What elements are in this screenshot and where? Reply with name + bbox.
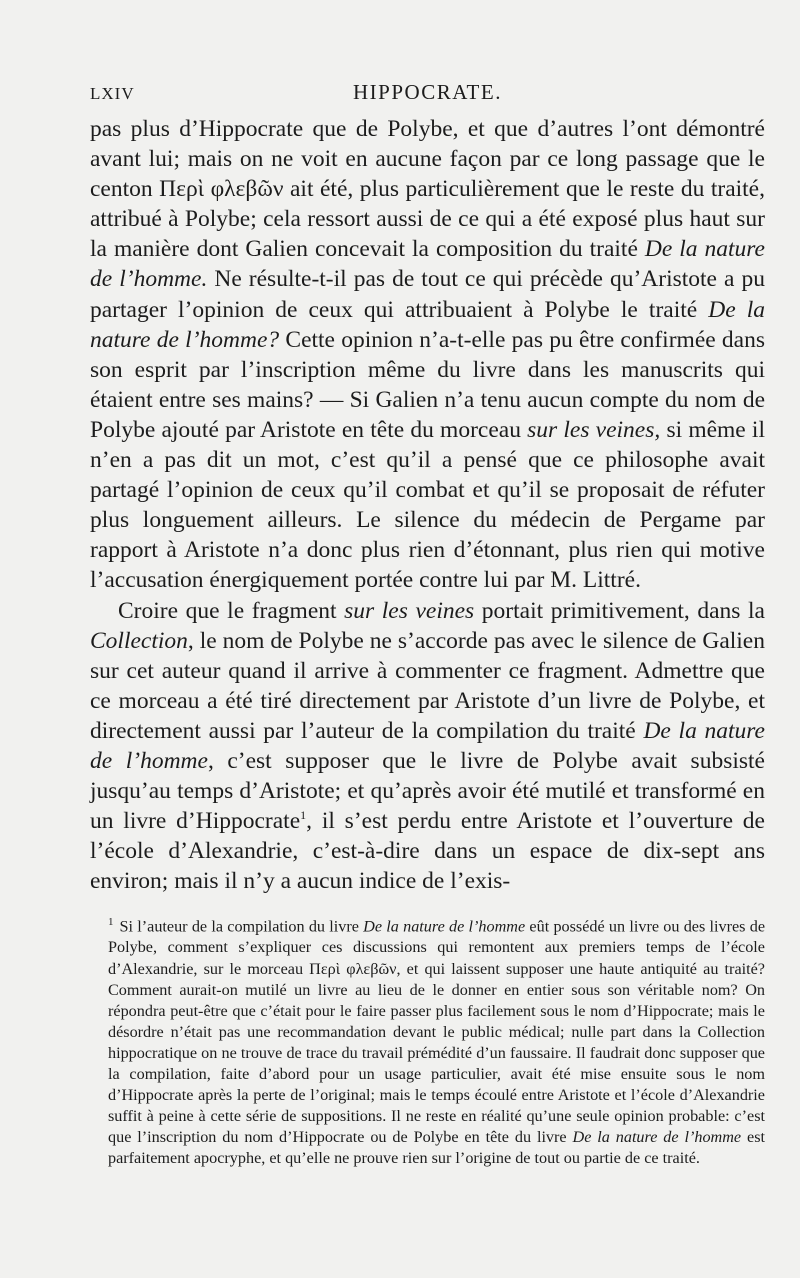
italic-title: De la nature de l’homme bbox=[363, 917, 526, 936]
page-header bbox=[90, 80, 765, 110]
paragraph-2: Croire que le fragment sur les veines portait primitivement, dans la Collection, le nom de Polybe ne s’accorde pas avec le silence de Galien sur cet auteur quand il arrive à commenter ce fragment. Admettre que ce morceau a été tiré directement par Aristote d’un livre de Polybe, et directement aussi par l’auteur de la compilation du traité De la nature de l’homme, c’est supposer que le livre de Polybe avait subsisté jusqu’au temps d’Aristote; et qu’après avoir été mutilé et transformé en un livre d’Hippocrate$^1$, il s’est perdu entre Aristote et l’ouverture de l’école d’Alexandrie, c’est-à-dire dans un espace de dix-sept ans environ; mais il n’y a aucun indice de l’exis- bbox=[90, 597, 765, 895]
running-title: HIPPOCRATE. bbox=[353, 80, 502, 104]
footnote-reference: 1 bbox=[300, 808, 307, 823]
footnote-text: $^1$ Si l’auteur de la compilation du livre De la nature de l’homme eût possédé un livre ou des livres de Polybe, comment s’expliquer ces discussions qui remontent aux premiers temps de l’école d’Alexandrie, sur le morceau Περὶ φλεβῶν, et qui laissent supposer une haute antiquité au traité? Comment aurait-on mutilé un livre au lieu de le donner en entier sous son véritable nom? On répondra peut-être que c’était pour le faire passer plus facilement sous le nom d’Hippocrate; mais le désordre n’était pas une recommandation devant le public médical; nulle part dans la Collection hippocratique on ne trouve de trace du travail prémédité d’un faussaire. Il faudrait donc supposer que la compilation, faite d’abord pour un usage particulier, avait été mise ensuite sous le nom d’Hippocrate après la perte de l’original; mais le temps écoulé entre Aristote et l’école d’Alexandrie suffit à peine à cette série de suppositions. Il ne reste en réalité qu’une seule opinion probable: c’est que l’inscription du nom d’Hippocrate ou de Polybe en tête du livre De la nature de l’homme est parfaitement apocryphe, et qu’elle ne prouve rien sur l’origine de tout ou partie de ce traité. bbox=[108, 916, 765, 1168]
italic-title: sur les veines bbox=[344, 597, 475, 624]
italic-title: Collection bbox=[90, 627, 188, 654]
footnote bbox=[108, 912, 765, 1170]
main-text bbox=[90, 114, 765, 896]
italic-title: De la nature de l’homme. bbox=[90, 236, 765, 293]
page-number: LXIV bbox=[90, 84, 135, 103]
italic-title: De la nature de l’homme bbox=[572, 1128, 742, 1147]
italic-title: De la nature de l’homme bbox=[90, 717, 765, 774]
paragraph-1: pas plus d’Hippocrate que de Polybe, et que d’autres l’ont démontré avant lui; mais on ne voit en aucune façon par ce long passage que le centon Περὶ φλεβῶν ait été, plus particulièrement que le reste du traité, attribué à Polybe; cela ressort aussi de ce qui a été exposé plus haut sur la manière dont Galien concevait la composition du traité De la nature de l’homme. Ne résulte-t-il pas de tout ce qui précède qu’Aristote a pu partager l’opinion de ceux qui attribuaient à Polybe le traité De la nature de l’homme? Cette opinion n’a-t-elle pas pu être confirmée dans son esprit par l’inscription même du livre dans les manuscrits qui étaient entre ses mains? — Si Galien n’a tenu aucun compte du nom de Polybe ajouté par Aristote en tête du morceau sur les veines, si même il n’en a pas dit un mot, c’est qu’il a pensé que ce philosophe avait partagé l’opinion de ceux qu’il combat et qu’il se proposait de réfuter plus longuement ailleurs. Le silence du médecin de Pergame par rapport à Aristote n’a donc plus rien d’étonnant, plus rien qui motive l’accusation énergiquement portée contre lui par M. Littré. bbox=[90, 116, 766, 594]
italic-title: De la nature de l’homme? bbox=[90, 296, 765, 353]
italic-title: sur les veines, bbox=[527, 416, 661, 443]
footnote-number: 1 bbox=[108, 916, 114, 928]
